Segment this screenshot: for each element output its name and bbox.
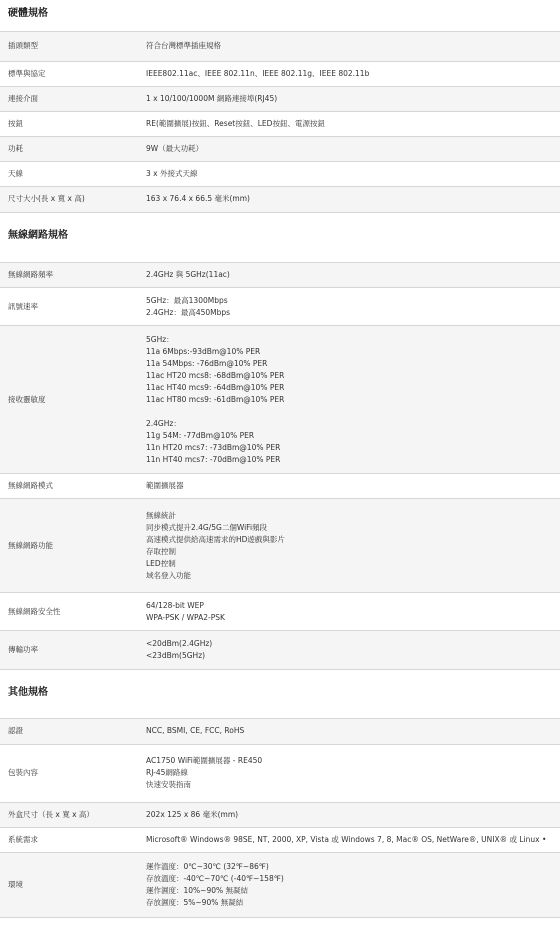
spec-value-line: IEEE802.11ac、IEEE 802.11n、IEEE 802.11g、IEEE 802.11b [146,68,370,78]
spec-value-line: RE(範圍擴展)按鈕、Reset按鈕、LED按鈕、電源按鈕 [146,118,325,128]
spec-value-line: <20dBm(2.4GHz) [146,639,213,648]
section-title-hardware: 硬體規格 [0,0,560,32]
spec-row [0,474,560,499]
spec-row [0,852,560,917]
spec-label: 標準與協定 [0,61,140,86]
spec-label: 外盒尺寸（長 x 寬 x 高） [0,802,140,827]
spec-value-line: 3 x 外接式天線 [146,168,198,178]
spec-label: 認證 [0,719,140,744]
spec-label: 包裝內容 [0,744,140,802]
spec-value-line: 快速安裝指南 [146,780,191,789]
spec-value-line: 存取控制 [146,546,176,556]
spec-value [140,61,560,86]
spec-value-line: <23dBm(5GHz) [146,651,206,660]
spec-value-line: WPA-PSK / WPA2-PSK [146,612,225,622]
spec-value-line: 11ac HT40 mcs9: -64dBm@10% PER [146,382,285,392]
spec-value-spacer [146,406,560,418]
spec-value-line: 運作溫度：0℃~30℃ (32℉~86℉) [146,861,269,871]
spec-value [140,827,560,852]
spec-row [0,593,560,631]
spec-value [140,326,560,474]
spec-value [140,631,560,670]
spec-value-line: 5GHz：最高1300Mbps [146,295,228,305]
spec-value-line: 2.4GHz：最高450Mbps [146,307,231,317]
spec-row [0,186,560,212]
spec-value [140,744,560,802]
spec-value [140,288,560,326]
spec-row [0,263,560,288]
spec-value [140,852,560,917]
spec-label: 無線網路功能 [0,499,140,593]
spec-value-line: 存放溫度：-40℃~70℃ (-40℉~158℉) [146,873,284,883]
spec-value-line: 9W（最大功耗） [146,143,204,153]
spec-value-line: 2.4GHz 與 5GHz(11ac) [146,269,230,279]
spec-row [0,288,560,326]
spec-value-line: 1 x 10/100/1000M 網路連接埠(RJ45) [146,93,278,103]
spec-value-line: 202x 125 x 86 毫米(mm) [146,809,239,819]
spec-label: 無線網路安全性 [0,593,140,631]
spec-value-line: 11g 54M: -77dBm@10% PER [146,430,255,440]
hardware-spec-section [0,0,560,213]
other-spec-table [0,719,560,918]
spec-value-line: Microsoft® Windows® 98SE, NT, 2000, XP, Vista 或 Windows 7, 8, Mac® OS, NetWare®, UNIX® 或 Linux • [146,834,547,844]
spec-value-line: RJ-45網路線 [146,768,188,777]
spec-value-line: 11n HT40 mcs7: -70dBm@10% PER [146,454,281,464]
spec-label: 尺寸大小(長 x 寬 x 高) [0,186,140,212]
spec-row [0,827,560,852]
spec-row [0,499,560,593]
spec-row [0,111,560,136]
spec-value-line: 2.4GHz： [146,418,181,428]
spec-label: 訊號速率 [0,288,140,326]
spec-label: 連接介面 [0,86,140,111]
spec-value-line: 11a 6Mbps:-93dBm@10% PER [146,346,261,356]
spec-row [0,86,560,111]
spec-value-line: 運作濕度：10%~90% 無凝結 [146,885,249,895]
spec-label: 傳輸功率 [0,631,140,670]
spec-label: 接收靈敏度 [0,326,140,474]
spec-row [0,802,560,827]
section-title-wireless: 無線網路規格 [0,213,560,263]
wireless-spec-table [0,263,560,671]
hardware-spec-table [0,32,560,213]
spec-value-line: 存放濕度：5%~90% 無凝結 [146,897,244,907]
spec-row [0,136,560,161]
spec-label: 環境 [0,852,140,917]
spec-row [0,32,560,61]
spec-value [140,499,560,593]
spec-value [140,186,560,212]
spec-row [0,61,560,86]
spec-value [140,161,560,186]
spec-value [140,136,560,161]
other-spec-section [0,670,560,918]
spec-value [140,719,560,744]
spec-value-line: 11a 54Mbps: -76dBm@10% PER [146,358,268,368]
spec-value-line: 5GHz： [146,334,174,344]
spec-label: 插頭類型 [0,32,140,61]
spec-value-line: 符合台灣標準插座規格 [146,41,221,51]
spec-label: 無線網路頻率 [0,263,140,288]
spec-label: 系統需求 [0,827,140,852]
spec-value-line: NCC, BSMI, CE, FCC, RoHS [146,726,245,736]
spec-value-line: LED控制 [146,558,176,568]
spec-value-line: 範圍擴展器 [146,481,184,490]
spec-value-line: 同步模式提升2.4G/5G二個WiFi頻段 [146,522,268,532]
spec-label: 天線 [0,161,140,186]
spec-value-line: 無線統計 [146,510,176,520]
spec-value-line: 域名登入功能 [146,570,191,580]
spec-value-line: 高速模式提供給高速需求的HD遊戲與影片 [146,534,285,544]
spec-value-line: 11ac HT20 mcs8: -68dBm@10% PER [146,370,285,380]
spec-row [0,161,560,186]
spec-value [140,802,560,827]
spec-value [140,593,560,631]
spec-value-line: 11ac HT80 mcs9: -61dBm@10% PER [146,394,285,404]
spec-value [140,474,560,499]
spec-value [140,32,560,61]
spec-value-line: 163 x 76.4 x 66.5 毫米(mm) [146,194,250,203]
spec-row [0,719,560,744]
spec-label: 無線網路模式 [0,474,140,499]
section-title-other: 其他規格 [0,670,560,719]
spec-value-line: 64/128-bit WEP [146,600,204,610]
spec-value [140,111,560,136]
spec-row [0,631,560,670]
spec-label: 功耗 [0,136,140,161]
spec-value [140,86,560,111]
spec-value-line: 11n HT20 mcs7: -73dBm@10% PER [146,442,281,452]
spec-row [0,744,560,802]
spec-label: 按鈕 [0,111,140,136]
spec-value-line: AC1750 WiFi範圍擴展器 - RE450 [146,756,263,765]
wireless-spec-section [0,213,560,671]
spec-row [0,326,560,474]
spec-value [140,263,560,288]
